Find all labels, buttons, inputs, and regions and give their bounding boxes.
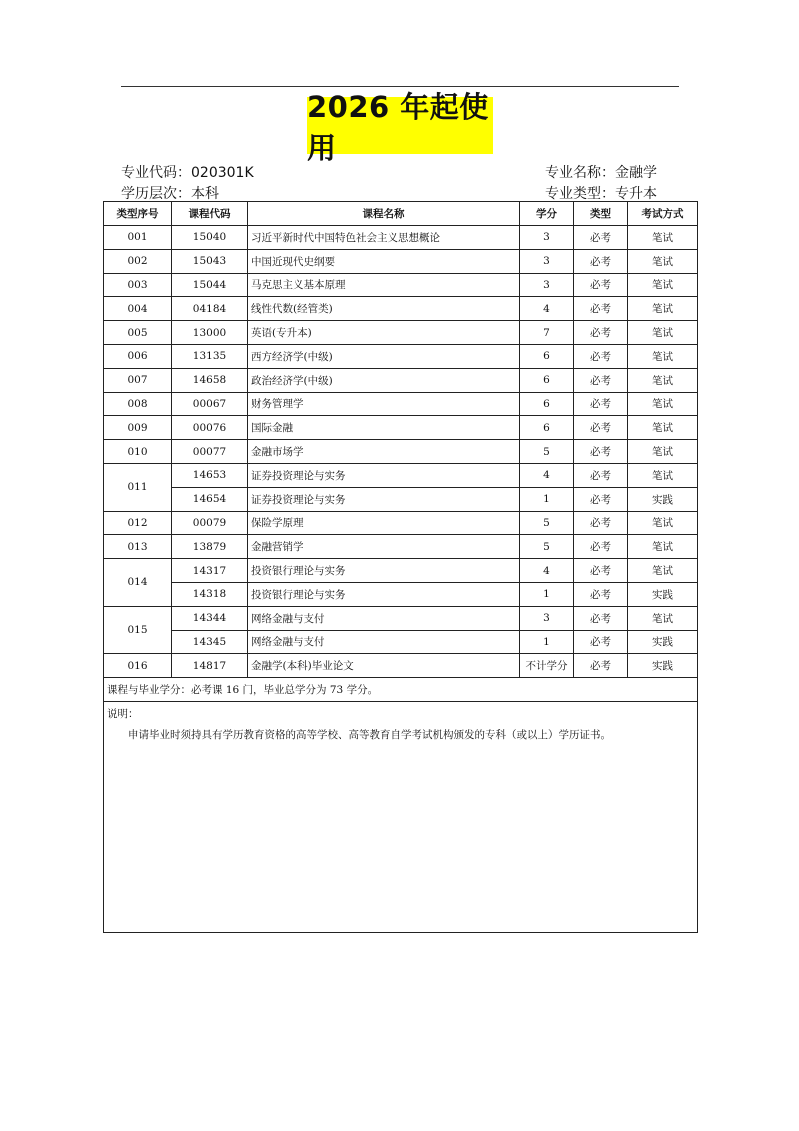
cell-code: 14345 xyxy=(172,630,248,654)
cell-credit: 5 xyxy=(520,535,574,559)
major-type: 专业类型：专升本 xyxy=(545,186,657,202)
cell-credit: 4 xyxy=(520,463,574,487)
cell-credit: 3 xyxy=(520,249,574,273)
cell-name: 网络金融与支付 xyxy=(248,630,520,654)
cell-exam: 笔试 xyxy=(628,463,698,487)
cell-type: 必考 xyxy=(574,463,628,487)
cell-code: 00076 xyxy=(172,416,248,440)
cell-exam: 笔试 xyxy=(628,321,698,345)
cell-type: 必考 xyxy=(574,511,628,535)
cell-seq: 008 xyxy=(104,392,172,416)
header-name: 课程名称 xyxy=(248,202,520,226)
table-row xyxy=(104,416,698,440)
cell-credit: 1 xyxy=(520,630,574,654)
cell-credit: 6 xyxy=(520,416,574,440)
notes-cell xyxy=(104,702,698,933)
major-code: 专业代码：020301K xyxy=(121,165,254,181)
cell-code: 15044 xyxy=(172,273,248,297)
cell-type: 必考 xyxy=(574,654,628,678)
cell-code: 00067 xyxy=(172,392,248,416)
cell-exam: 笔试 xyxy=(628,368,698,392)
cell-code: 14344 xyxy=(172,606,248,630)
cell-exam: 实践 xyxy=(628,654,698,678)
cell-name: 金融营销学 xyxy=(248,535,520,559)
cell-exam: 笔试 xyxy=(628,606,698,630)
cell-exam: 笔试 xyxy=(628,440,698,464)
cell-name: 马克思主义基本原理 xyxy=(248,273,520,297)
cell-type: 必考 xyxy=(574,321,628,345)
cell-name: 国际金融 xyxy=(248,416,520,440)
cell-exam: 笔试 xyxy=(628,392,698,416)
cell-code: 00077 xyxy=(172,440,248,464)
cell-name: 习近平新时代中国特色社会主义思想概论 xyxy=(248,226,520,250)
cell-name: 保险学原理 xyxy=(248,511,520,535)
cell-exam: 笔试 xyxy=(628,273,698,297)
cell-credit: 4 xyxy=(520,297,574,321)
cell-type: 必考 xyxy=(574,368,628,392)
table-row xyxy=(104,511,698,535)
cell-exam: 笔试 xyxy=(628,344,698,368)
education-level: 学历层次：本科 xyxy=(121,186,219,202)
table-row xyxy=(104,297,698,321)
header-code: 课程代码 xyxy=(172,202,248,226)
cell-exam: 实践 xyxy=(628,582,698,606)
cell-exam: 笔试 xyxy=(628,226,698,250)
cell-seq: 015 xyxy=(104,606,172,654)
cell-seq: 009 xyxy=(104,416,172,440)
table-row xyxy=(104,463,698,487)
cell-credit: 3 xyxy=(520,606,574,630)
page-title-banner xyxy=(307,89,493,165)
notes-title: 说明： xyxy=(107,708,139,721)
major-name: 专业名称：金融学 xyxy=(545,165,657,181)
cell-name: 中国近现代史纲要 xyxy=(248,249,520,273)
cell-type: 必考 xyxy=(574,344,628,368)
cell-credit: 4 xyxy=(520,559,574,583)
credit-summary: 课程与毕业学分：必考课 16 门，毕业总学分为 73 学分。 xyxy=(104,678,698,702)
cell-name: 证券投资理论与实务 xyxy=(248,487,520,511)
table-row xyxy=(104,582,698,606)
cell-seq: 007 xyxy=(104,368,172,392)
cell-seq: 012 xyxy=(104,511,172,535)
cell-credit: 6 xyxy=(520,392,574,416)
cell-seq: 004 xyxy=(104,297,172,321)
table-row xyxy=(104,487,698,511)
cell-name: 英语(专升本) xyxy=(248,321,520,345)
notes-row xyxy=(104,702,698,933)
cell-seq: 001 xyxy=(104,226,172,250)
table-row xyxy=(104,559,698,583)
cell-exam: 笔试 xyxy=(628,416,698,440)
table-row xyxy=(104,226,698,250)
cell-code: 14817 xyxy=(172,654,248,678)
cell-name: 线性代数(经管类) xyxy=(248,297,520,321)
cell-seq: 013 xyxy=(104,535,172,559)
cell-code: 13135 xyxy=(172,344,248,368)
cell-type: 必考 xyxy=(574,630,628,654)
table-row xyxy=(104,321,698,345)
course-table xyxy=(103,201,698,933)
table-row xyxy=(104,344,698,368)
cell-seq: 006 xyxy=(104,344,172,368)
header-seq: 类型序号 xyxy=(104,202,172,226)
table-row xyxy=(104,440,698,464)
cell-name: 金融市场学 xyxy=(248,440,520,464)
cell-credit: 7 xyxy=(520,321,574,345)
cell-code: 14653 xyxy=(172,463,248,487)
cell-name: 财务管理学 xyxy=(248,392,520,416)
table-row xyxy=(104,535,698,559)
table-header-row xyxy=(104,202,698,226)
cell-exam: 实践 xyxy=(628,487,698,511)
summary-row xyxy=(104,678,698,702)
cell-seq: 005 xyxy=(104,321,172,345)
cell-seq: 003 xyxy=(104,273,172,297)
table-row xyxy=(104,368,698,392)
cell-code: 13000 xyxy=(172,321,248,345)
cell-exam: 笔试 xyxy=(628,297,698,321)
cell-credit: 5 xyxy=(520,511,574,535)
cell-exam: 笔试 xyxy=(628,511,698,535)
header-exam: 考试方式 xyxy=(628,202,698,226)
cell-code: 13879 xyxy=(172,535,248,559)
cell-code: 14658 xyxy=(172,368,248,392)
cell-seq: 002 xyxy=(104,249,172,273)
cell-type: 必考 xyxy=(574,392,628,416)
cell-type: 必考 xyxy=(574,559,628,583)
table-row xyxy=(104,392,698,416)
notes-body: 申请毕业时须持具有学历教育资格的高等学校、高等教育自学考试机构颁发的专科（或以上）学历证书。 xyxy=(128,729,611,742)
cell-code: 00079 xyxy=(172,511,248,535)
cell-code: 15040 xyxy=(172,226,248,250)
cell-name: 投资银行理论与实务 xyxy=(248,559,520,583)
cell-type: 必考 xyxy=(574,249,628,273)
cell-seq: 011 xyxy=(104,463,172,511)
cell-credit: 3 xyxy=(520,273,574,297)
cell-name: 金融学(本科)毕业论文 xyxy=(248,654,520,678)
cell-name: 西方经济学(中级) xyxy=(248,344,520,368)
cell-seq: 016 xyxy=(104,654,172,678)
cell-name: 证券投资理论与实务 xyxy=(248,463,520,487)
cell-credit: 3 xyxy=(520,226,574,250)
cell-credit: 5 xyxy=(520,440,574,464)
cell-type: 必考 xyxy=(574,416,628,440)
cell-seq: 010 xyxy=(104,440,172,464)
cell-type: 必考 xyxy=(574,582,628,606)
cell-name: 投资银行理论与实务 xyxy=(248,582,520,606)
header-credit: 学分 xyxy=(520,202,574,226)
cell-exam: 笔试 xyxy=(628,249,698,273)
cell-type: 必考 xyxy=(574,226,628,250)
table-row xyxy=(104,249,698,273)
cell-type: 必考 xyxy=(574,273,628,297)
table-row xyxy=(104,630,698,654)
cell-credit: 不计学分 xyxy=(520,654,574,678)
cell-type: 必考 xyxy=(574,297,628,321)
cell-name: 网络金融与支付 xyxy=(248,606,520,630)
table-row xyxy=(104,606,698,630)
cell-code: 14318 xyxy=(172,582,248,606)
cell-credit: 1 xyxy=(520,582,574,606)
cell-exam: 笔试 xyxy=(628,535,698,559)
cell-code: 04184 xyxy=(172,297,248,321)
table-row xyxy=(104,654,698,678)
cell-code: 15043 xyxy=(172,249,248,273)
cell-exam: 实践 xyxy=(628,630,698,654)
table-row xyxy=(104,273,698,297)
cell-type: 必考 xyxy=(574,440,628,464)
header-type: 类型 xyxy=(574,202,628,226)
cell-code: 14317 xyxy=(172,559,248,583)
cell-seq: 014 xyxy=(104,559,172,607)
cell-type: 必考 xyxy=(574,535,628,559)
cell-name: 政治经济学(中级) xyxy=(248,368,520,392)
cell-credit: 6 xyxy=(520,368,574,392)
cell-credit: 1 xyxy=(520,487,574,511)
cell-code: 14654 xyxy=(172,487,248,511)
cell-credit: 6 xyxy=(520,344,574,368)
page-title: 2026 年起使用 xyxy=(307,89,489,165)
cell-exam: 笔试 xyxy=(628,559,698,583)
cell-type: 必考 xyxy=(574,606,628,630)
cell-type: 必考 xyxy=(574,487,628,511)
